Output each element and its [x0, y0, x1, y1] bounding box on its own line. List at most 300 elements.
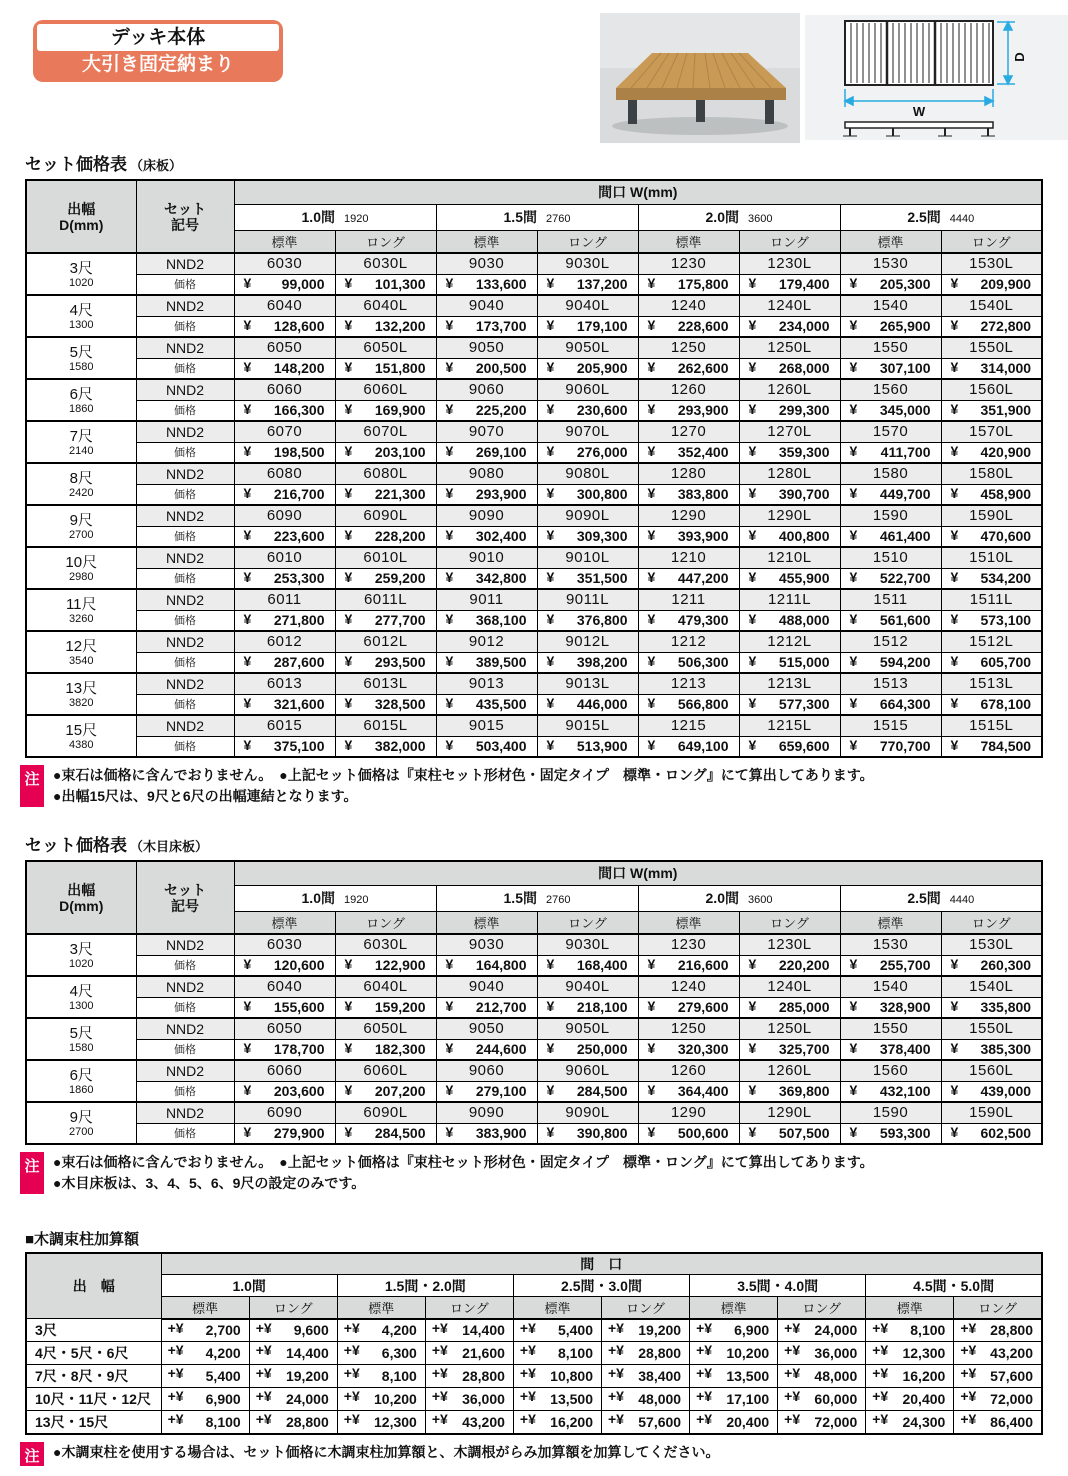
subcol-header: 標準 — [840, 230, 941, 253]
price-cell — [537, 526, 638, 547]
addition-value-cell — [954, 1388, 1042, 1411]
price-cell — [739, 694, 840, 715]
price-value: 390,800 — [576, 1125, 628, 1142]
currency-symbol: ¥ — [546, 997, 555, 1014]
depth-header-line1: 出幅 — [67, 881, 96, 898]
subcol-header: ロング — [537, 230, 638, 253]
model-cell: 1213 — [638, 673, 739, 694]
plus-currency-symbol: +¥ — [784, 1388, 801, 1404]
model-row — [26, 976, 1042, 997]
model-cell: 9012L — [537, 631, 638, 652]
price-value: 200,500 — [475, 360, 527, 377]
price-cell — [840, 997, 941, 1018]
plus-currency-symbol: +¥ — [167, 1388, 184, 1404]
model-cell: 1260 — [638, 379, 739, 400]
addition-ken-header: 1.5間・2.0間 — [337, 1275, 513, 1297]
price-value: 175,800 — [677, 276, 729, 293]
addition-value-cell — [778, 1342, 866, 1365]
set-code-cell: NND2 — [136, 505, 234, 526]
plus-currency-symbol: +¥ — [431, 1319, 448, 1336]
model-cell: 6090L — [335, 505, 436, 526]
header-row-span — [26, 861, 1042, 885]
set-code-cell: NND2 — [136, 715, 234, 736]
model-cell: 6013L — [335, 673, 436, 694]
price-cell — [436, 1123, 537, 1144]
set-code-cell: NND2 — [136, 253, 234, 274]
currency-symbol: ¥ — [243, 274, 252, 291]
addition-value: 72,000 — [814, 1413, 858, 1430]
price-row — [26, 568, 1042, 589]
price-row — [26, 358, 1042, 379]
price-cell — [739, 484, 840, 505]
price-value: 503,400 — [475, 738, 527, 755]
price-value: 272,800 — [980, 318, 1032, 335]
model-cell: 1570 — [840, 421, 941, 442]
note-block — [20, 765, 1043, 807]
price-value: 132,200 — [374, 318, 426, 335]
note-badge: 注 — [20, 765, 44, 807]
addition-value: 6,300 — [381, 1345, 417, 1361]
price-value: 375,100 — [273, 738, 325, 755]
price-cell — [840, 610, 941, 631]
model-cell: 6030L — [335, 253, 436, 274]
addition-value: 20,400 — [726, 1413, 770, 1430]
currency-symbol: ¥ — [546, 274, 555, 291]
model-cell: 9050 — [436, 337, 537, 358]
price-value: 300,800 — [576, 486, 628, 503]
currency-symbol: ¥ — [647, 694, 656, 711]
addition-value-cell — [337, 1388, 425, 1411]
price-cell — [638, 274, 739, 295]
plus-currency-symbol: +¥ — [519, 1365, 536, 1381]
price-cell — [941, 652, 1042, 673]
price-value: 101,300 — [374, 276, 426, 293]
note-line: ●木目床板は、3、4、5、6、9尺の設定のみです。 — [53, 1175, 366, 1191]
currency-symbol: ¥ — [243, 568, 252, 585]
dimension-diagram-drawing — [805, 15, 1068, 140]
currency-symbol: ¥ — [445, 997, 454, 1014]
addition-value: 24,300 — [902, 1413, 946, 1430]
price-value: 151,800 — [374, 360, 426, 377]
addition-subcol-header: 標準 — [337, 1297, 425, 1319]
price-value: 420,900 — [980, 444, 1032, 461]
price-value: 221,300 — [374, 486, 426, 503]
price-row — [26, 610, 1042, 631]
addition-subcol-header: ロング — [425, 1297, 513, 1319]
currency-symbol: ¥ — [546, 400, 555, 417]
price-cell — [335, 955, 436, 976]
price-value: 225,200 — [475, 402, 527, 419]
model-cell: 6050L — [335, 337, 436, 358]
price-row — [26, 442, 1042, 463]
depth-header-line2: D(mm) — [59, 216, 104, 233]
currency-symbol: ¥ — [445, 955, 454, 972]
price-value: 507,500 — [778, 1125, 830, 1142]
price-cell — [941, 694, 1042, 715]
currency-symbol: ¥ — [950, 1039, 959, 1056]
ken-mm: 1920 — [343, 213, 369, 225]
currency-symbol: ¥ — [950, 610, 959, 627]
model-cell: 1211L — [739, 589, 840, 610]
model-cell: 6040L — [335, 976, 436, 997]
currency-symbol: ¥ — [647, 526, 656, 543]
addition-value-cell — [513, 1365, 601, 1388]
model-cell: 6060L — [335, 379, 436, 400]
model-cell: 1580 — [840, 463, 941, 484]
model-cell: 9010L — [537, 547, 638, 568]
price-value: 169,900 — [374, 402, 426, 419]
price-label-cell: 価格 — [136, 442, 234, 463]
price-value: 470,600 — [980, 528, 1032, 545]
price-cell — [537, 442, 638, 463]
price-value: 393,900 — [677, 528, 729, 545]
price-cell — [335, 610, 436, 631]
model-cell: 6070L — [335, 421, 436, 442]
ken-mm: 4440 — [949, 213, 975, 225]
price-value: 259,200 — [374, 570, 426, 587]
price-value: 279,900 — [273, 1125, 325, 1142]
price-cell — [335, 442, 436, 463]
model-cell: 1540 — [840, 976, 941, 997]
price-value: 255,700 — [879, 957, 931, 974]
ken-group-header — [436, 885, 638, 911]
addition-value: 21,600 — [462, 1345, 505, 1361]
currency-symbol: ¥ — [344, 1081, 353, 1098]
plus-currency-symbol: +¥ — [431, 1411, 448, 1427]
price-value: 228,200 — [374, 528, 426, 545]
plus-currency-symbol: +¥ — [255, 1342, 272, 1358]
addition-value-cell — [337, 1342, 425, 1365]
model-cell: 1511 — [840, 589, 941, 610]
badge-product-name: デッキ本体 — [37, 24, 279, 51]
model-cell: 9040L — [537, 295, 638, 316]
addition-value-cell — [954, 1342, 1042, 1365]
plus-currency-symbol: +¥ — [696, 1342, 713, 1358]
addition-subcol-header: 標準 — [513, 1297, 601, 1319]
price-value: 284,500 — [374, 1125, 426, 1142]
currency-symbol: ¥ — [243, 997, 252, 1014]
price-value: 155,600 — [273, 999, 325, 1016]
price-cell — [234, 1039, 335, 1060]
note-badge: 注 — [20, 1442, 44, 1466]
model-cell: 1210L — [739, 547, 840, 568]
price-value: 271,800 — [273, 612, 325, 629]
price-cell — [739, 358, 840, 379]
currency-symbol: ¥ — [950, 274, 959, 291]
model-cell: 6060 — [234, 379, 335, 400]
addition-value-cell — [954, 1365, 1042, 1388]
price-value: 293,900 — [475, 486, 527, 503]
addition-value-cell — [690, 1411, 778, 1434]
ken-label: 2.5間 — [907, 890, 941, 906]
currency-symbol: ¥ — [647, 610, 656, 627]
currency-symbol: ¥ — [647, 568, 656, 585]
note-line: ●束石は価格に含んでおりません。 ●上記セット価格は『束柱セット形材色・固定タイプ 標準・ロング』にて算出してあります。 — [53, 767, 874, 783]
depth-shaku: 7尺 — [69, 427, 93, 445]
model-cell: 9050 — [436, 1018, 537, 1039]
plus-currency-symbol: +¥ — [343, 1319, 360, 1336]
currency-symbol: ¥ — [344, 955, 353, 972]
currency-symbol: ¥ — [546, 1081, 555, 1098]
model-cell: 1240L — [739, 295, 840, 316]
price-cell — [840, 484, 941, 505]
subcol-header: ロング — [739, 230, 840, 253]
price-cell — [638, 316, 739, 337]
model-cell: 1215 — [638, 715, 739, 736]
currency-symbol: ¥ — [647, 484, 656, 501]
price-value: 364,400 — [677, 1083, 729, 1100]
model-row — [26, 547, 1042, 568]
depth-mm: 2420 — [69, 486, 94, 499]
price-cell — [840, 1123, 941, 1144]
model-cell: 6070 — [234, 421, 335, 442]
set-code-cell: NND2 — [136, 673, 234, 694]
model-cell: 1530L — [941, 934, 1042, 955]
price-label-cell: 価格 — [136, 652, 234, 673]
set-header-line2: 記号 — [171, 897, 199, 914]
currency-symbol: ¥ — [950, 400, 959, 417]
price-cell — [840, 736, 941, 757]
price-value: 561,600 — [879, 612, 931, 629]
price-value: 260,300 — [980, 957, 1032, 974]
header-row-span — [26, 180, 1042, 204]
currency-symbol: ¥ — [243, 1039, 252, 1056]
addition-value-cell — [513, 1388, 601, 1411]
addition-ken-header: 2.5間・3.0間 — [513, 1275, 689, 1297]
addition-row — [26, 1319, 1042, 1342]
price-cell — [335, 358, 436, 379]
addition-note-block — [20, 1442, 1043, 1466]
model-cell: 6090 — [234, 1102, 335, 1123]
price-value: 382,000 — [374, 738, 426, 755]
model-cell: 6040 — [234, 976, 335, 997]
currency-symbol: ¥ — [950, 955, 959, 972]
currency-symbol: ¥ — [445, 1081, 454, 1098]
addition-row-label: 13尺・15尺 — [26, 1411, 161, 1434]
addition-value: 36,000 — [462, 1391, 505, 1407]
depth-shaku: 12尺 — [65, 637, 98, 655]
price-value: 352,400 — [677, 444, 729, 461]
note-line: ●束石は価格に含んでおりません。 ●上記セット価格は『束柱セット形材色・固定タイプ 標準・ロング』にて算出してあります。 — [53, 1154, 874, 1170]
model-cell: 1250L — [739, 1018, 840, 1039]
addition-value-cell — [513, 1319, 601, 1342]
currency-symbol: ¥ — [748, 997, 757, 1014]
addition-value: 28,800 — [285, 1413, 329, 1430]
addition-value-cell — [602, 1319, 690, 1342]
set-code-cell: NND2 — [136, 337, 234, 358]
currency-symbol: ¥ — [344, 358, 353, 375]
price-value: 166,300 — [273, 402, 325, 419]
addition-value-cell — [161, 1319, 249, 1342]
addition-subcol-header: ロング — [778, 1297, 866, 1319]
price-value: 664,300 — [879, 696, 931, 713]
currency-symbol: ¥ — [950, 526, 959, 543]
currency-symbol: ¥ — [647, 1123, 656, 1140]
price-cell — [638, 568, 739, 589]
price-value: 659,600 — [778, 738, 830, 755]
addition-value: 16,200 — [550, 1413, 593, 1430]
currency-symbol: ¥ — [748, 484, 757, 501]
addition-value-cell — [249, 1411, 337, 1434]
price-label-cell: 価格 — [136, 736, 234, 757]
model-cell: 9030 — [436, 253, 537, 274]
price-value: 400,800 — [778, 528, 830, 545]
ken-group-header — [638, 885, 840, 911]
model-row — [26, 463, 1042, 484]
plus-currency-symbol: +¥ — [608, 1411, 624, 1427]
price-cell — [234, 997, 335, 1018]
price-value: 566,800 — [677, 696, 729, 713]
addition-value: 48,000 — [814, 1368, 858, 1384]
model-row — [26, 673, 1042, 694]
price-cell — [739, 274, 840, 295]
addition-value: 28,800 — [638, 1345, 682, 1361]
model-cell: 1530 — [840, 253, 941, 274]
section-title-main: セット価格表 — [25, 155, 127, 174]
plus-currency-symbol: +¥ — [519, 1388, 536, 1404]
addition-value: 13,500 — [726, 1368, 770, 1384]
ken-label: 1.5間 — [503, 209, 537, 225]
model-cell: 1240L — [739, 976, 840, 997]
model-cell: 1510 — [840, 547, 941, 568]
price-section — [25, 152, 1043, 807]
model-cell: 9013 — [436, 673, 537, 694]
addition-subcol-header: ロング — [249, 1297, 337, 1319]
model-cell: 6010 — [234, 547, 335, 568]
price-value: 205,900 — [576, 360, 628, 377]
depth-header-line2: D(mm) — [59, 897, 104, 914]
addition-value: 57,600 — [638, 1413, 682, 1430]
price-row — [26, 400, 1042, 421]
ken-group-header — [840, 204, 1042, 230]
currency-symbol: ¥ — [647, 997, 656, 1014]
currency-symbol: ¥ — [748, 316, 757, 333]
price-cell — [537, 955, 638, 976]
currency-symbol: ¥ — [445, 610, 454, 627]
currency-symbol: ¥ — [445, 736, 454, 753]
addition-value-cell — [249, 1319, 337, 1342]
addition-row — [26, 1365, 1042, 1388]
model-cell: 1590L — [941, 505, 1042, 526]
deck-side-view — [843, 122, 995, 136]
addition-value: 86,400 — [990, 1413, 1033, 1430]
addition-title: ■木調束柱加算額 — [25, 1231, 140, 1248]
model-cell: 1513 — [840, 673, 941, 694]
plus-currency-symbol: +¥ — [608, 1342, 624, 1358]
price-value: 148,200 — [273, 360, 325, 377]
price-label-cell: 価格 — [136, 955, 234, 976]
price-label-cell: 価格 — [136, 400, 234, 421]
model-cell: 1290 — [638, 505, 739, 526]
ken-label: 2.0間 — [705, 890, 739, 906]
subcol-header: 標準 — [638, 230, 739, 253]
price-value: 534,200 — [980, 570, 1032, 587]
model-cell: 6012L — [335, 631, 436, 652]
plus-currency-symbol: +¥ — [960, 1411, 977, 1427]
price-value: 179,100 — [576, 318, 628, 335]
price-cell — [739, 652, 840, 673]
subcol-header: ロング — [739, 911, 840, 934]
currency-symbol: ¥ — [344, 400, 353, 417]
addition-value: 4,200 — [205, 1345, 241, 1361]
depth-cell — [26, 715, 136, 757]
model-cell: 1240 — [638, 295, 739, 316]
price-cell — [436, 997, 537, 1018]
model-cell: 1515L — [941, 715, 1042, 736]
currency-symbol: ¥ — [243, 652, 252, 669]
currency-symbol: ¥ — [849, 1039, 858, 1056]
currency-symbol: ¥ — [445, 400, 454, 417]
currency-symbol: ¥ — [546, 1123, 555, 1140]
addition-table-body — [26, 1319, 1042, 1434]
model-cell: 1530L — [941, 253, 1042, 274]
model-cell: 1513L — [941, 673, 1042, 694]
model-row — [26, 715, 1042, 736]
note-line: ●木調束柱を使用する場合は、セット価格に木調束柱加算額と、木調根がらみ加算額を加算してください。 — [53, 1443, 720, 1460]
addition-value-cell — [425, 1411, 513, 1434]
addition-ken-header: 1.0間 — [161, 1275, 337, 1297]
price-cell — [234, 442, 335, 463]
currency-symbol: ¥ — [243, 610, 252, 627]
price-value: 178,700 — [273, 1041, 325, 1058]
addition-value-cell — [249, 1388, 337, 1411]
addition-value-cell — [161, 1411, 249, 1434]
price-cell — [335, 526, 436, 547]
model-cell: 6010L — [335, 547, 436, 568]
price-cell — [739, 1123, 840, 1144]
subcol-header: 標準 — [436, 911, 537, 934]
subcol-header: 標準 — [436, 230, 537, 253]
price-row — [26, 955, 1042, 976]
model-cell: 6030L — [335, 934, 436, 955]
price-cell — [739, 526, 840, 547]
price-cell — [436, 610, 537, 631]
addition-row — [26, 1388, 1042, 1411]
plus-currency-symbol: +¥ — [872, 1388, 889, 1404]
model-row — [26, 589, 1042, 610]
price-cell — [335, 997, 436, 1018]
currency-symbol: ¥ — [546, 526, 555, 543]
price-value: 432,100 — [879, 1083, 931, 1100]
price-cell — [436, 316, 537, 337]
currency-symbol: ¥ — [243, 955, 252, 972]
price-value: 328,500 — [374, 696, 426, 713]
price-cell — [941, 1039, 1042, 1060]
addition-row-label: 7尺・8尺・9尺 — [26, 1365, 161, 1388]
model-cell: 9015L — [537, 715, 638, 736]
addition-value: 16,200 — [902, 1368, 946, 1384]
ken-group-header — [638, 204, 840, 230]
model-row — [26, 337, 1042, 358]
price-cell — [739, 736, 840, 757]
currency-symbol: ¥ — [243, 1081, 252, 1098]
price-label-cell: 価格 — [136, 526, 234, 547]
price-value: 488,000 — [778, 612, 830, 629]
ken-mm: 3600 — [747, 894, 773, 906]
plus-currency-symbol: +¥ — [872, 1319, 889, 1336]
price-cell — [234, 526, 335, 547]
price-cell — [840, 274, 941, 295]
addition-value: 43,200 — [462, 1413, 505, 1430]
price-value: 455,900 — [778, 570, 830, 587]
price-value: 368,100 — [475, 612, 527, 629]
price-value: 279,100 — [475, 1083, 527, 1100]
currency-symbol: ¥ — [849, 736, 858, 753]
price-value: 250,000 — [576, 1041, 628, 1058]
depth-cell — [26, 463, 136, 505]
model-cell: 9060 — [436, 379, 537, 400]
model-cell: 6060 — [234, 1060, 335, 1081]
